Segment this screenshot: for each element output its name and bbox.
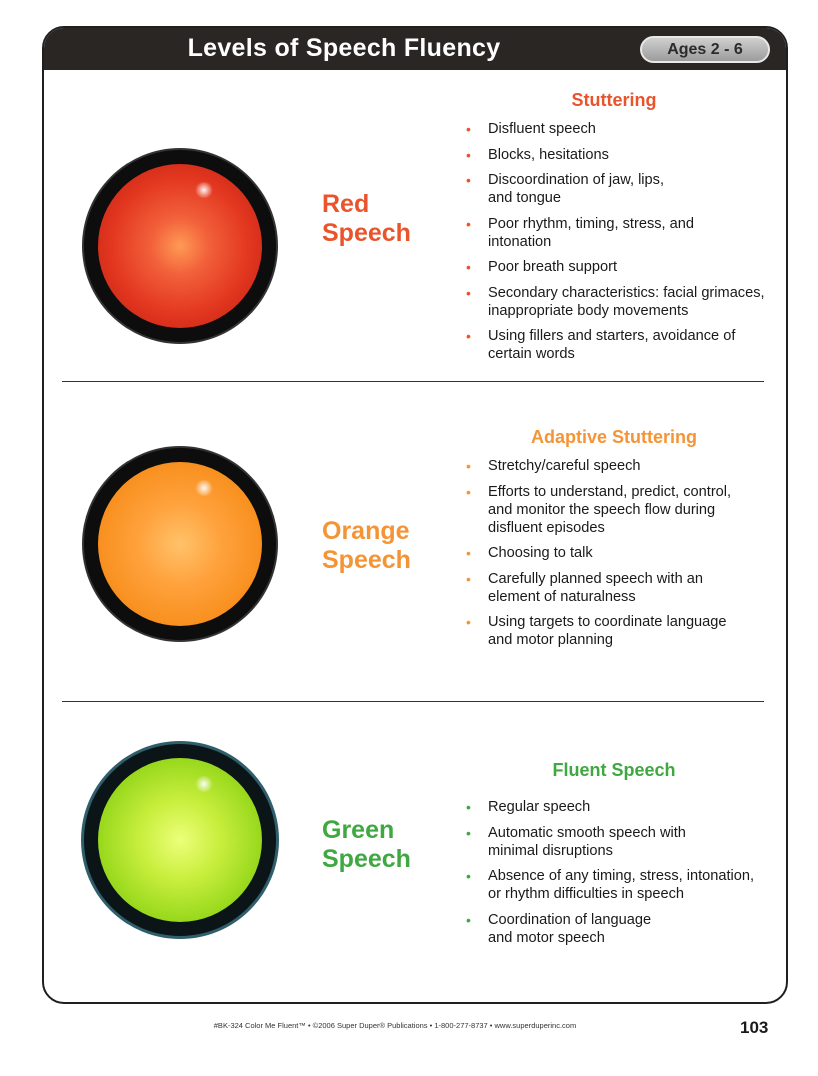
- bullet-item: [466, 215, 771, 251]
- bullet-dot-icon: •: [466, 172, 471, 188]
- section-heading: Fluent Speech: [552, 760, 676, 780]
- bullet-item: [466, 544, 771, 562]
- bullet-dot-icon: •: [466, 824, 471, 841]
- bullet-text: Stretchy/careful speech: [488, 458, 641, 474]
- bullet-dot-icon: •: [466, 215, 471, 232]
- label-line: Speech: [322, 546, 411, 574]
- bullet-text: Using fillers and starters, avoidance of: [488, 328, 736, 344]
- page-frame: [42, 26, 788, 1004]
- bullet-dot-icon: •: [466, 545, 471, 561]
- bullet-dot-icon: •: [466, 483, 471, 500]
- bullet-text: Poor breath support: [488, 259, 617, 275]
- bullet-item: [466, 146, 771, 164]
- label-line: Orange: [322, 517, 410, 545]
- bullet-text: Disfluent speech: [488, 121, 596, 137]
- bullet-text: and motor speech: [488, 929, 605, 946]
- bullet-item: [466, 171, 771, 207]
- bullet-text: Efforts to understand, predict, control,: [488, 483, 732, 500]
- red-speech-label: [322, 190, 411, 248]
- bullet-text: Choosing to talk: [488, 545, 593, 561]
- light-shine: [194, 480, 214, 496]
- ages-badge: Ages 2 - 6: [640, 36, 770, 63]
- bullet-dot-icon: •: [466, 570, 471, 587]
- bullet-text: Automatic smooth speech with: [488, 824, 686, 841]
- bullet-item: [466, 570, 771, 606]
- bullet-text: Carefully planned speech with an: [488, 570, 703, 587]
- bullet-list: [466, 457, 771, 657]
- bullet-text: Using targets to coordinate language: [488, 614, 727, 630]
- label-line: Speech: [322, 845, 411, 873]
- footer: [0, 1018, 818, 1038]
- page-title: Levels of Speech Fluency: [187, 34, 501, 62]
- bullet-item: [466, 867, 771, 903]
- footer-copyright: #BK-324 Color Me Fluent™ • ©2006 Super Duper® Publications • 1-800-277-8737 • www.superduperinc.com: [213, 1021, 577, 1030]
- bullet-text: and tongue: [488, 190, 562, 206]
- page-number: 103: [740, 1018, 769, 1037]
- orange-speech-label: [322, 517, 411, 575]
- bullet-text: and motor planning: [488, 632, 613, 648]
- green-lens: [98, 758, 262, 922]
- bullet-text: Secondary characteristics: facial grimaces,: [488, 284, 765, 301]
- orange-lens: [98, 462, 262, 626]
- orange-traffic-light-icon: [84, 448, 276, 640]
- bullet-list: [466, 120, 771, 371]
- bullet-dot-icon: •: [466, 614, 471, 630]
- bullet-dot-icon: •: [466, 284, 471, 301]
- bullet-item: [466, 911, 771, 947]
- label-line: Speech: [322, 219, 411, 247]
- bullet-dot-icon: •: [466, 911, 471, 928]
- bullet-dot-icon: •: [466, 146, 471, 163]
- bullet-item: [466, 284, 771, 320]
- red-lens: [98, 164, 262, 328]
- bullet-list: [466, 798, 771, 954]
- bullet-text: Blocks, hesitations: [488, 146, 609, 163]
- bullet-dot-icon: •: [466, 259, 471, 275]
- bullet-text: intonation: [488, 233, 552, 250]
- bullet-item: [466, 327, 771, 363]
- bullet-text: Poor rhythm, timing, stress, and: [488, 215, 695, 232]
- bullet-dot-icon: •: [466, 799, 471, 815]
- green-speech-label: [322, 816, 411, 874]
- bullet-text: element of naturalness: [488, 588, 636, 605]
- bullet-dot-icon: •: [466, 868, 471, 884]
- bullet-text: disfluent episodes: [488, 519, 605, 536]
- section-heading: Stuttering: [571, 90, 657, 110]
- bullet-text: Coordination of language: [488, 911, 652, 928]
- light-shine: [194, 776, 214, 792]
- green-traffic-light-icon: [84, 744, 276, 936]
- bullet-text: Absence of any timing, stress, intonation,: [488, 868, 755, 884]
- bullet-dot-icon: •: [466, 121, 471, 137]
- bullet-item: [466, 483, 771, 537]
- bullet-dot-icon: •: [466, 458, 471, 474]
- label-line: Green: [322, 816, 395, 844]
- bullet-item: [466, 120, 771, 138]
- bullet-item: [466, 798, 771, 816]
- bullet-text: certain words: [488, 346, 575, 362]
- bullet-item: [466, 258, 771, 276]
- label-line: Red: [322, 190, 370, 218]
- bullet-dot-icon: •: [466, 328, 471, 344]
- section-heading: Adaptive Stuttering: [530, 427, 697, 447]
- bullet-text: minimal disruptions: [488, 842, 613, 859]
- section-divider: [62, 381, 764, 382]
- bullet-text: or rhythm difficulties in speech: [488, 886, 685, 902]
- bullet-text: Regular speech: [488, 799, 591, 815]
- bullet-text: and monitor the speech flow during: [488, 501, 716, 518]
- bullet-text: inappropriate body movements: [488, 302, 689, 319]
- bullet-item: [466, 824, 771, 860]
- section-divider: [62, 701, 764, 702]
- bullet-item: [466, 613, 771, 649]
- bullet-item: [466, 457, 771, 475]
- bullet-text: Discoordination of jaw, lips,: [488, 172, 665, 188]
- header-bar: [44, 28, 786, 70]
- red-traffic-light-icon: [84, 150, 276, 342]
- light-shine: [194, 182, 214, 198]
